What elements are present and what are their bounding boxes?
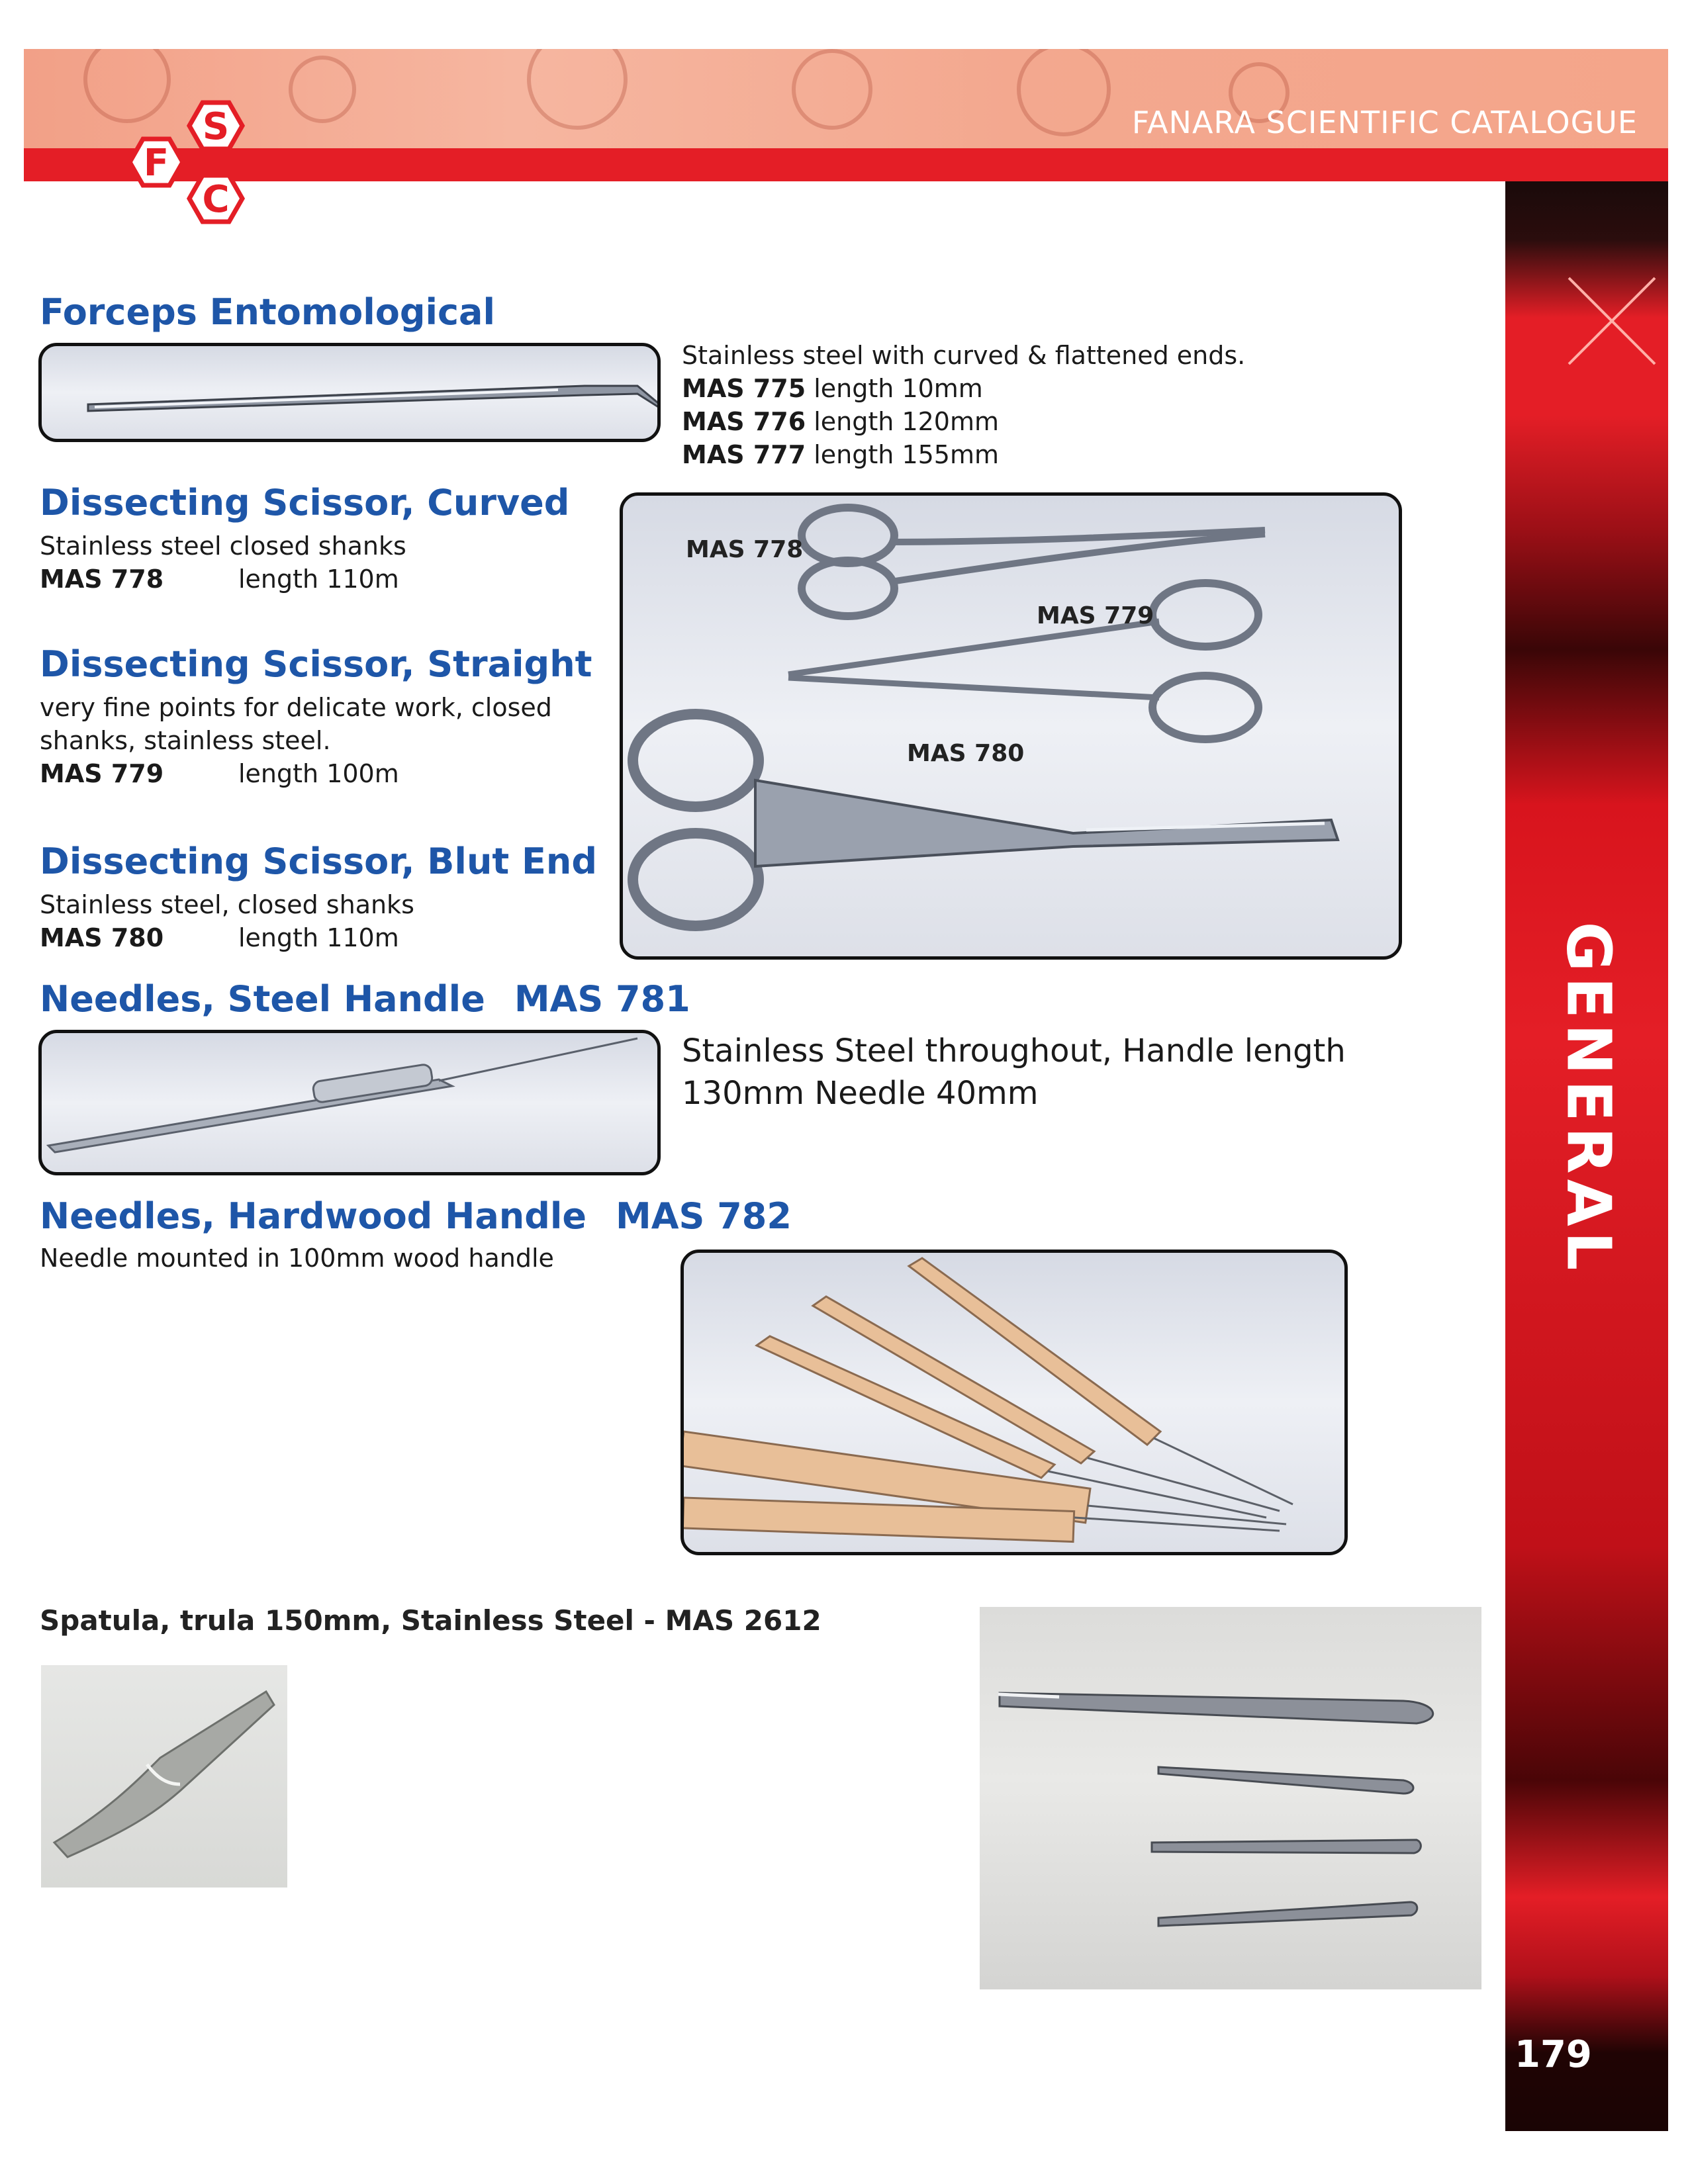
needle-wood-code: MAS 782 [616, 1195, 792, 1237]
forceps-description: Stainless steel with curved & flattened ends. [682, 341, 1246, 370]
forceps-set-image [980, 1607, 1481, 1989]
product-code: MAS 778 [40, 565, 164, 594]
scissor-label: MAS 780 [907, 740, 1025, 767]
scissor-curved-description: Stainless steel closed shanks [40, 531, 406, 561]
scissor-blunt-title: Dissecting Scissor, Blut End [40, 841, 597, 882]
banner-decoration [527, 49, 628, 130]
product-code: MAS 776 [682, 407, 806, 436]
product-code: MAS 775 [682, 374, 806, 403]
product-code: MAS 777 [682, 440, 806, 469]
svg-text:S: S [202, 105, 230, 148]
scissor-blunt-spec [40, 921, 399, 954]
section-label-text: GENERAL [1553, 921, 1624, 1276]
forceps-item [682, 372, 983, 405]
spatula-image [41, 1665, 287, 1888]
forceps-item [682, 405, 999, 438]
needle-wood-title [40, 1195, 792, 1237]
scissor-straight-description: very fine points for delicate work, closed [40, 693, 552, 722]
needle-steel-name: Needles, Steel Handle [40, 978, 485, 1020]
product-spec: length 155mm [806, 440, 1000, 469]
scissor-curved-spec [40, 563, 399, 596]
banner-decoration [1017, 49, 1111, 136]
page-number: 179 [1515, 2033, 1592, 2076]
scissor-straight-title: Dissecting Scissor, Straight [40, 643, 592, 685]
forceps-image [38, 343, 661, 442]
product-spec: length 110m [238, 565, 399, 594]
needle-steel-description: Stainless Steel throughout, Handle length [682, 1032, 1346, 1069]
needle-wood-image [680, 1250, 1348, 1555]
scissor-straight-description: shanks, stainless steel. [40, 726, 331, 755]
needle-steel-description: 130mm Needle 40mm [682, 1075, 1039, 1112]
product-spec: length 120mm [806, 407, 1000, 436]
fsc-logo [123, 99, 275, 232]
needle-steel-image [38, 1030, 661, 1175]
forceps-item [682, 438, 999, 471]
needle-wood-name: Needles, Hardwood Handle [40, 1195, 587, 1237]
product-spec: length 100m [238, 759, 399, 788]
scissor-curved-title: Dissecting Scissor, Curved [40, 482, 570, 523]
needle-steel-code: MAS 781 [514, 978, 690, 1020]
banner-decoration [289, 56, 356, 123]
scissor-straight-spec [40, 757, 399, 790]
product-spec: length 110m [238, 923, 399, 952]
banner-decoration [792, 49, 872, 130]
needle-wood-description: Needle mounted in 100mm wood handle [40, 1244, 554, 1273]
product-spec: length 10mm [806, 374, 983, 403]
scissor-label: MAS 779 [1037, 602, 1154, 629]
scissor-label: MAS 778 [686, 536, 804, 563]
forceps-title: Forceps Entomological [40, 291, 495, 333]
product-code: MAS 780 [40, 923, 164, 952]
scissor-blunt-description: Stainless steel, closed shanks [40, 890, 414, 919]
svg-text:C: C [202, 178, 230, 221]
product-code: MAS 779 [40, 759, 164, 788]
cross-decoration-icon [1562, 271, 1662, 371]
section-label [1516, 921, 1662, 1276]
catalogue-title: FANARA SCIENTIFIC CATALOGUE [1131, 105, 1638, 140]
svg-text:F: F [143, 142, 169, 185]
spatula-caption: Spatula, trula 150mm, Stainless Steel - MAS 2612 [40, 1604, 821, 1637]
needle-steel-title [40, 978, 690, 1020]
